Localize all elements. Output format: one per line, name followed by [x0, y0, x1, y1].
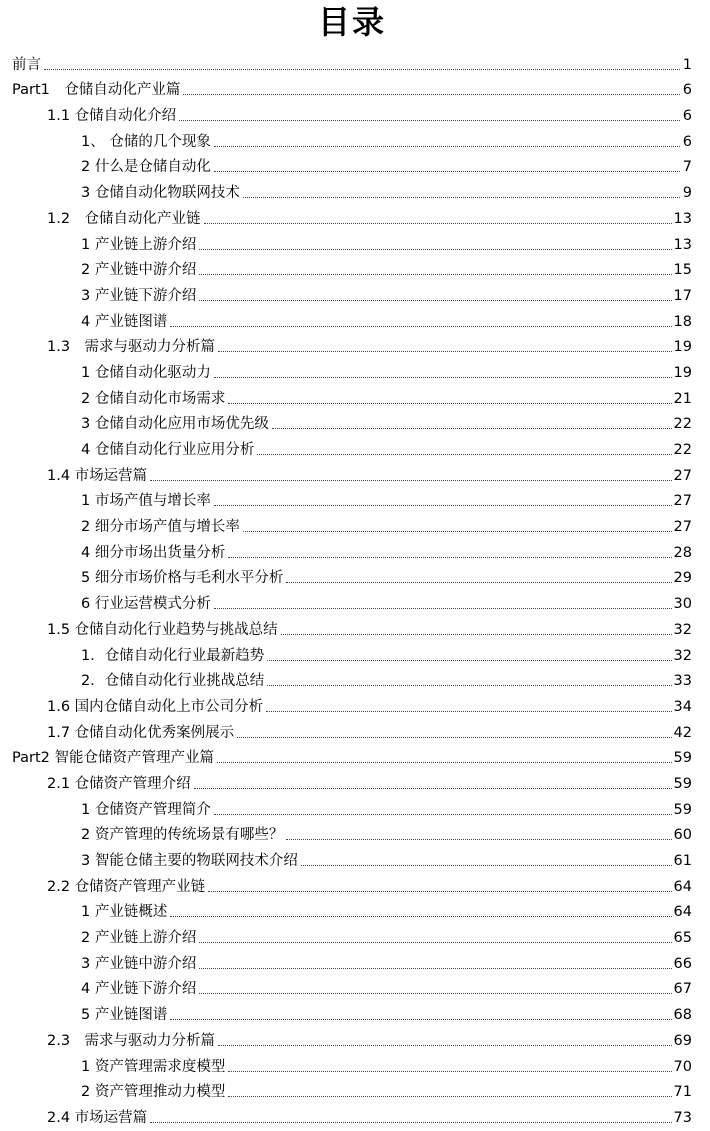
toc-entry-label: 前言 [12, 56, 41, 73]
toc-entry-page-number: 61 [673, 853, 692, 869]
dot-leader [199, 968, 671, 969]
toc-entry-label: 2 资产管理的传统场景有哪些？ [81, 827, 284, 844]
toc-entry[interactable] [12, 331, 692, 357]
toc-entry-label: 1.3 需求与驱动力分析篇 [47, 339, 216, 356]
toc-entry-page-number: 15 [673, 262, 692, 279]
toc-entry-page-number: 27 [673, 519, 692, 536]
toc-entry-label: 1.4 市场运营篇 [47, 467, 148, 484]
dot-leader [267, 660, 671, 661]
toc-entry-page-number: 6 [682, 82, 692, 99]
toc-entry-label: 1 产业链概述 [81, 904, 168, 921]
toc-entry-page-number: 28 [673, 544, 692, 561]
toc-entry-label: 2 产业链中游介绍 [81, 262, 197, 279]
toc-entry[interactable] [12, 125, 692, 151]
toc-entry-page-number: 22 [673, 416, 692, 433]
toc-entry-label: 4 细分市场出货量分析 [81, 544, 226, 561]
toc-entry[interactable] [12, 74, 692, 100]
toc-entry-page-number: 59 [673, 801, 692, 818]
dot-leader [301, 865, 672, 866]
toc-entry-page-number: 32 [673, 647, 692, 664]
toc-entry-label: 3 产业链下游介绍 [81, 287, 197, 304]
toc-entry[interactable] [12, 947, 692, 973]
dot-leader [257, 454, 671, 455]
toc-entry-label: 1.6 国内仓储自动化上市公司分析 [47, 698, 264, 715]
toc-entry[interactable] [12, 485, 692, 511]
toc-entry[interactable] [12, 510, 692, 536]
dot-leader [44, 69, 680, 70]
toc-entry[interactable] [12, 279, 692, 305]
toc-entry[interactable] [12, 587, 692, 613]
toc-entry[interactable] [12, 767, 692, 793]
toc-entry-page-number: 27 [673, 467, 692, 484]
toc-entry-label: 1.7 仓储自动化优秀案例展示 [47, 724, 235, 741]
toc-entry-label: 2 细分市场产值与增长率 [81, 519, 240, 536]
toc-entry-page-number: 59 [673, 750, 692, 767]
toc-entry-page-number: 1 [682, 56, 692, 73]
toc-entry-label: 3 仓储自动化物联网技术 [81, 185, 240, 202]
dot-leader [214, 814, 672, 815]
toc-entry-page-number: 27 [673, 493, 692, 510]
toc-entry-page-number: 71 [673, 1084, 692, 1101]
toc-entry-label: 3 产业链中游介绍 [81, 955, 197, 972]
toc-entry-label: 1 产业链上游介绍 [81, 236, 197, 253]
toc-entry-label: 3 仓储自动化应用市场优先级 [81, 416, 269, 433]
toc-entry-page-number: 9 [682, 185, 692, 202]
dot-leader [228, 1096, 671, 1097]
toc-entry-label: 2 仓储自动化市场需求 [81, 390, 226, 407]
page-title: 目录 [317, 3, 386, 41]
toc-entry-page-number: 59 [673, 775, 692, 792]
toc-entry-page-number: 34 [673, 698, 692, 715]
toc-entry-page-number: 17 [673, 287, 692, 304]
toc-entry-label: 2 资产管理推动力模型 [81, 1084, 226, 1101]
toc-entry[interactable] [12, 793, 692, 819]
toc-entry-page-number: 66 [673, 955, 692, 972]
dot-leader [199, 942, 671, 943]
toc-entry[interactable] [12, 716, 692, 742]
dot-leader [194, 788, 672, 789]
toc-entry[interactable] [12, 228, 692, 254]
toc-entry[interactable] [12, 639, 692, 665]
dot-leader [183, 94, 680, 95]
toc-entry-label: 1 仓储资产管理简介 [81, 801, 211, 818]
dot-leader [204, 223, 672, 224]
dot-leader [214, 608, 672, 609]
toc-entry-label: 6 行业运营模式分析 [81, 596, 211, 613]
toc-entry[interactable] [12, 665, 692, 691]
toc-entry-page-number: 19 [673, 364, 692, 381]
toc-entry[interactable] [12, 870, 692, 896]
dot-leader [228, 1071, 671, 1072]
toc-entry[interactable] [12, 1101, 692, 1127]
toc-entry-label: 1.5 仓储自动化行业趋势与挑战总结 [47, 621, 278, 638]
toc-entry-page-number: 60 [673, 827, 692, 844]
toc-entry-page-number: 68 [673, 1007, 692, 1024]
toc-entry-label: 1.1 仓储自动化介绍 [47, 108, 177, 125]
toc-entry[interactable] [12, 1050, 692, 1076]
toc-entry[interactable] [12, 536, 692, 562]
dot-leader [237, 737, 671, 738]
dot-leader [228, 403, 671, 404]
toc-entry[interactable] [12, 562, 692, 588]
table-of-contents [12, 48, 692, 1127]
toc-entry[interactable] [12, 973, 692, 999]
toc-entry-page-number: 67 [673, 981, 692, 998]
toc-entry[interactable] [12, 998, 692, 1024]
toc-entry-label: Part2 智能仓储资产管理产业篇 [12, 750, 214, 767]
dot-leader [150, 480, 671, 481]
dot-leader [179, 120, 680, 121]
toc-entry-label: 5 细分市场价格与毛利水平分析 [81, 570, 284, 587]
toc-entry-label: 4 仓储自动化行业应用分析 [81, 442, 255, 458]
toc-entry[interactable] [12, 844, 692, 870]
dot-leader [286, 582, 671, 583]
dot-leader [214, 505, 672, 506]
toc-entry[interactable] [12, 459, 692, 485]
toc-entry-page-number: 42 [673, 724, 692, 741]
toc-entry[interactable] [12, 408, 692, 434]
dot-leader [266, 711, 671, 712]
dot-leader [281, 634, 672, 635]
toc-entry-label: 1．仓储自动化行业最新趋势 [81, 647, 265, 664]
dot-leader [199, 274, 671, 275]
toc-entry-label: 4 产业链下游介绍 [81, 981, 197, 998]
dot-leader [150, 1122, 671, 1123]
toc-entry-page-number: 6 [682, 133, 692, 150]
dot-leader [199, 993, 671, 994]
dot-leader [243, 197, 680, 198]
dot-leader [170, 916, 671, 917]
toc-entry[interactable] [12, 690, 692, 716]
dot-leader [286, 839, 671, 840]
toc-entry-label: 1 资产管理需求度模型 [81, 1058, 226, 1075]
toc-entry[interactable] [12, 1024, 692, 1050]
dot-leader [217, 762, 672, 763]
toc-entry-page-number: 64 [673, 878, 692, 895]
toc-entry-page-number: 19 [673, 339, 692, 356]
toc-entry-page-number: 64 [673, 904, 692, 921]
toc-entry[interactable] [12, 382, 692, 408]
toc-entry-label: 3 智能仓储主要的物联网技术介绍 [81, 853, 298, 869]
dot-leader [170, 326, 671, 327]
toc-entry-page-number: 21 [673, 390, 692, 407]
dot-leader [243, 531, 672, 532]
toc-entry[interactable] [12, 48, 692, 74]
dot-leader [199, 300, 671, 301]
toc-entry-page-number: 30 [673, 596, 692, 613]
toc-entry[interactable] [12, 151, 692, 177]
toc-entry-page-number: 33 [673, 673, 692, 690]
toc-entry-label: 1、 仓储的几个现象 [81, 133, 211, 150]
toc-entry-page-number: 18 [673, 313, 692, 330]
dot-leader [228, 557, 671, 558]
dot-leader [272, 428, 672, 429]
toc-entry-label: Part1 仓储自动化产业篇 [12, 82, 181, 99]
toc-entry[interactable] [12, 1076, 692, 1102]
toc-entry[interactable] [12, 254, 692, 280]
toc-entry-label: 2.1 仓储资产管理介绍 [47, 775, 191, 792]
dot-leader [170, 1019, 671, 1020]
toc-entry[interactable] [12, 176, 692, 202]
toc-entry-page-number: 65 [673, 930, 692, 947]
toc-entry[interactable] [12, 433, 692, 459]
toc-entry-page-number: 70 [673, 1058, 692, 1075]
toc-entry[interactable] [12, 613, 692, 639]
toc-entry-label: 1.2 仓储自动化产业链 [47, 210, 201, 227]
dot-leader [208, 891, 671, 892]
toc-entry-page-number: 6 [682, 108, 692, 125]
toc-entry-page-number: 13 [673, 210, 692, 227]
toc-entry[interactable] [12, 819, 692, 845]
toc-entry-page-number: 22 [673, 442, 692, 458]
toc-entry-label: 2．仓储自动化行业挑战总结 [81, 673, 265, 690]
toc-entry-page-number: 29 [673, 570, 692, 587]
toc-entry-page-number: 32 [673, 621, 692, 638]
toc-entry-label: 4 产业链图谱 [81, 313, 168, 330]
toc-entry-label: 2.3 需求与驱动力分析篇 [47, 1032, 216, 1049]
dot-leader [214, 171, 680, 172]
dot-leader [267, 685, 671, 686]
toc-entry-label: 2 产业链上游介绍 [81, 930, 197, 947]
toc-entry[interactable] [12, 99, 692, 125]
toc-entry-page-number: 7 [682, 159, 692, 176]
toc-entry-page-number: 13 [673, 236, 692, 253]
toc-entry[interactable] [12, 921, 692, 947]
toc-entry-label: 2 什么是仓储自动化 [81, 159, 211, 176]
toc-entry[interactable] [12, 305, 692, 331]
toc-entry-label: 2.2 仓储资产管理产业链 [47, 878, 206, 895]
toc-entry[interactable] [12, 356, 692, 382]
toc-entry[interactable] [12, 742, 692, 768]
toc-entry-label: 1 仓储自动化驱动力 [81, 364, 211, 381]
toc-entry[interactable] [12, 202, 692, 228]
toc-entry-page-number: 69 [673, 1032, 692, 1049]
dot-leader [214, 377, 672, 378]
dot-leader [199, 249, 671, 250]
toc-entry-label: 5 产业链图谱 [81, 1007, 168, 1024]
dot-leader [214, 146, 680, 147]
dot-leader [218, 1045, 671, 1046]
toc-entry-label: 1 市场产值与增长率 [81, 493, 211, 510]
toc-entry[interactable] [12, 896, 692, 922]
dot-leader [218, 351, 671, 352]
toc-entry-label: 2.4 市场运营篇 [47, 1109, 148, 1126]
toc-entry-page-number: 73 [673, 1109, 692, 1126]
